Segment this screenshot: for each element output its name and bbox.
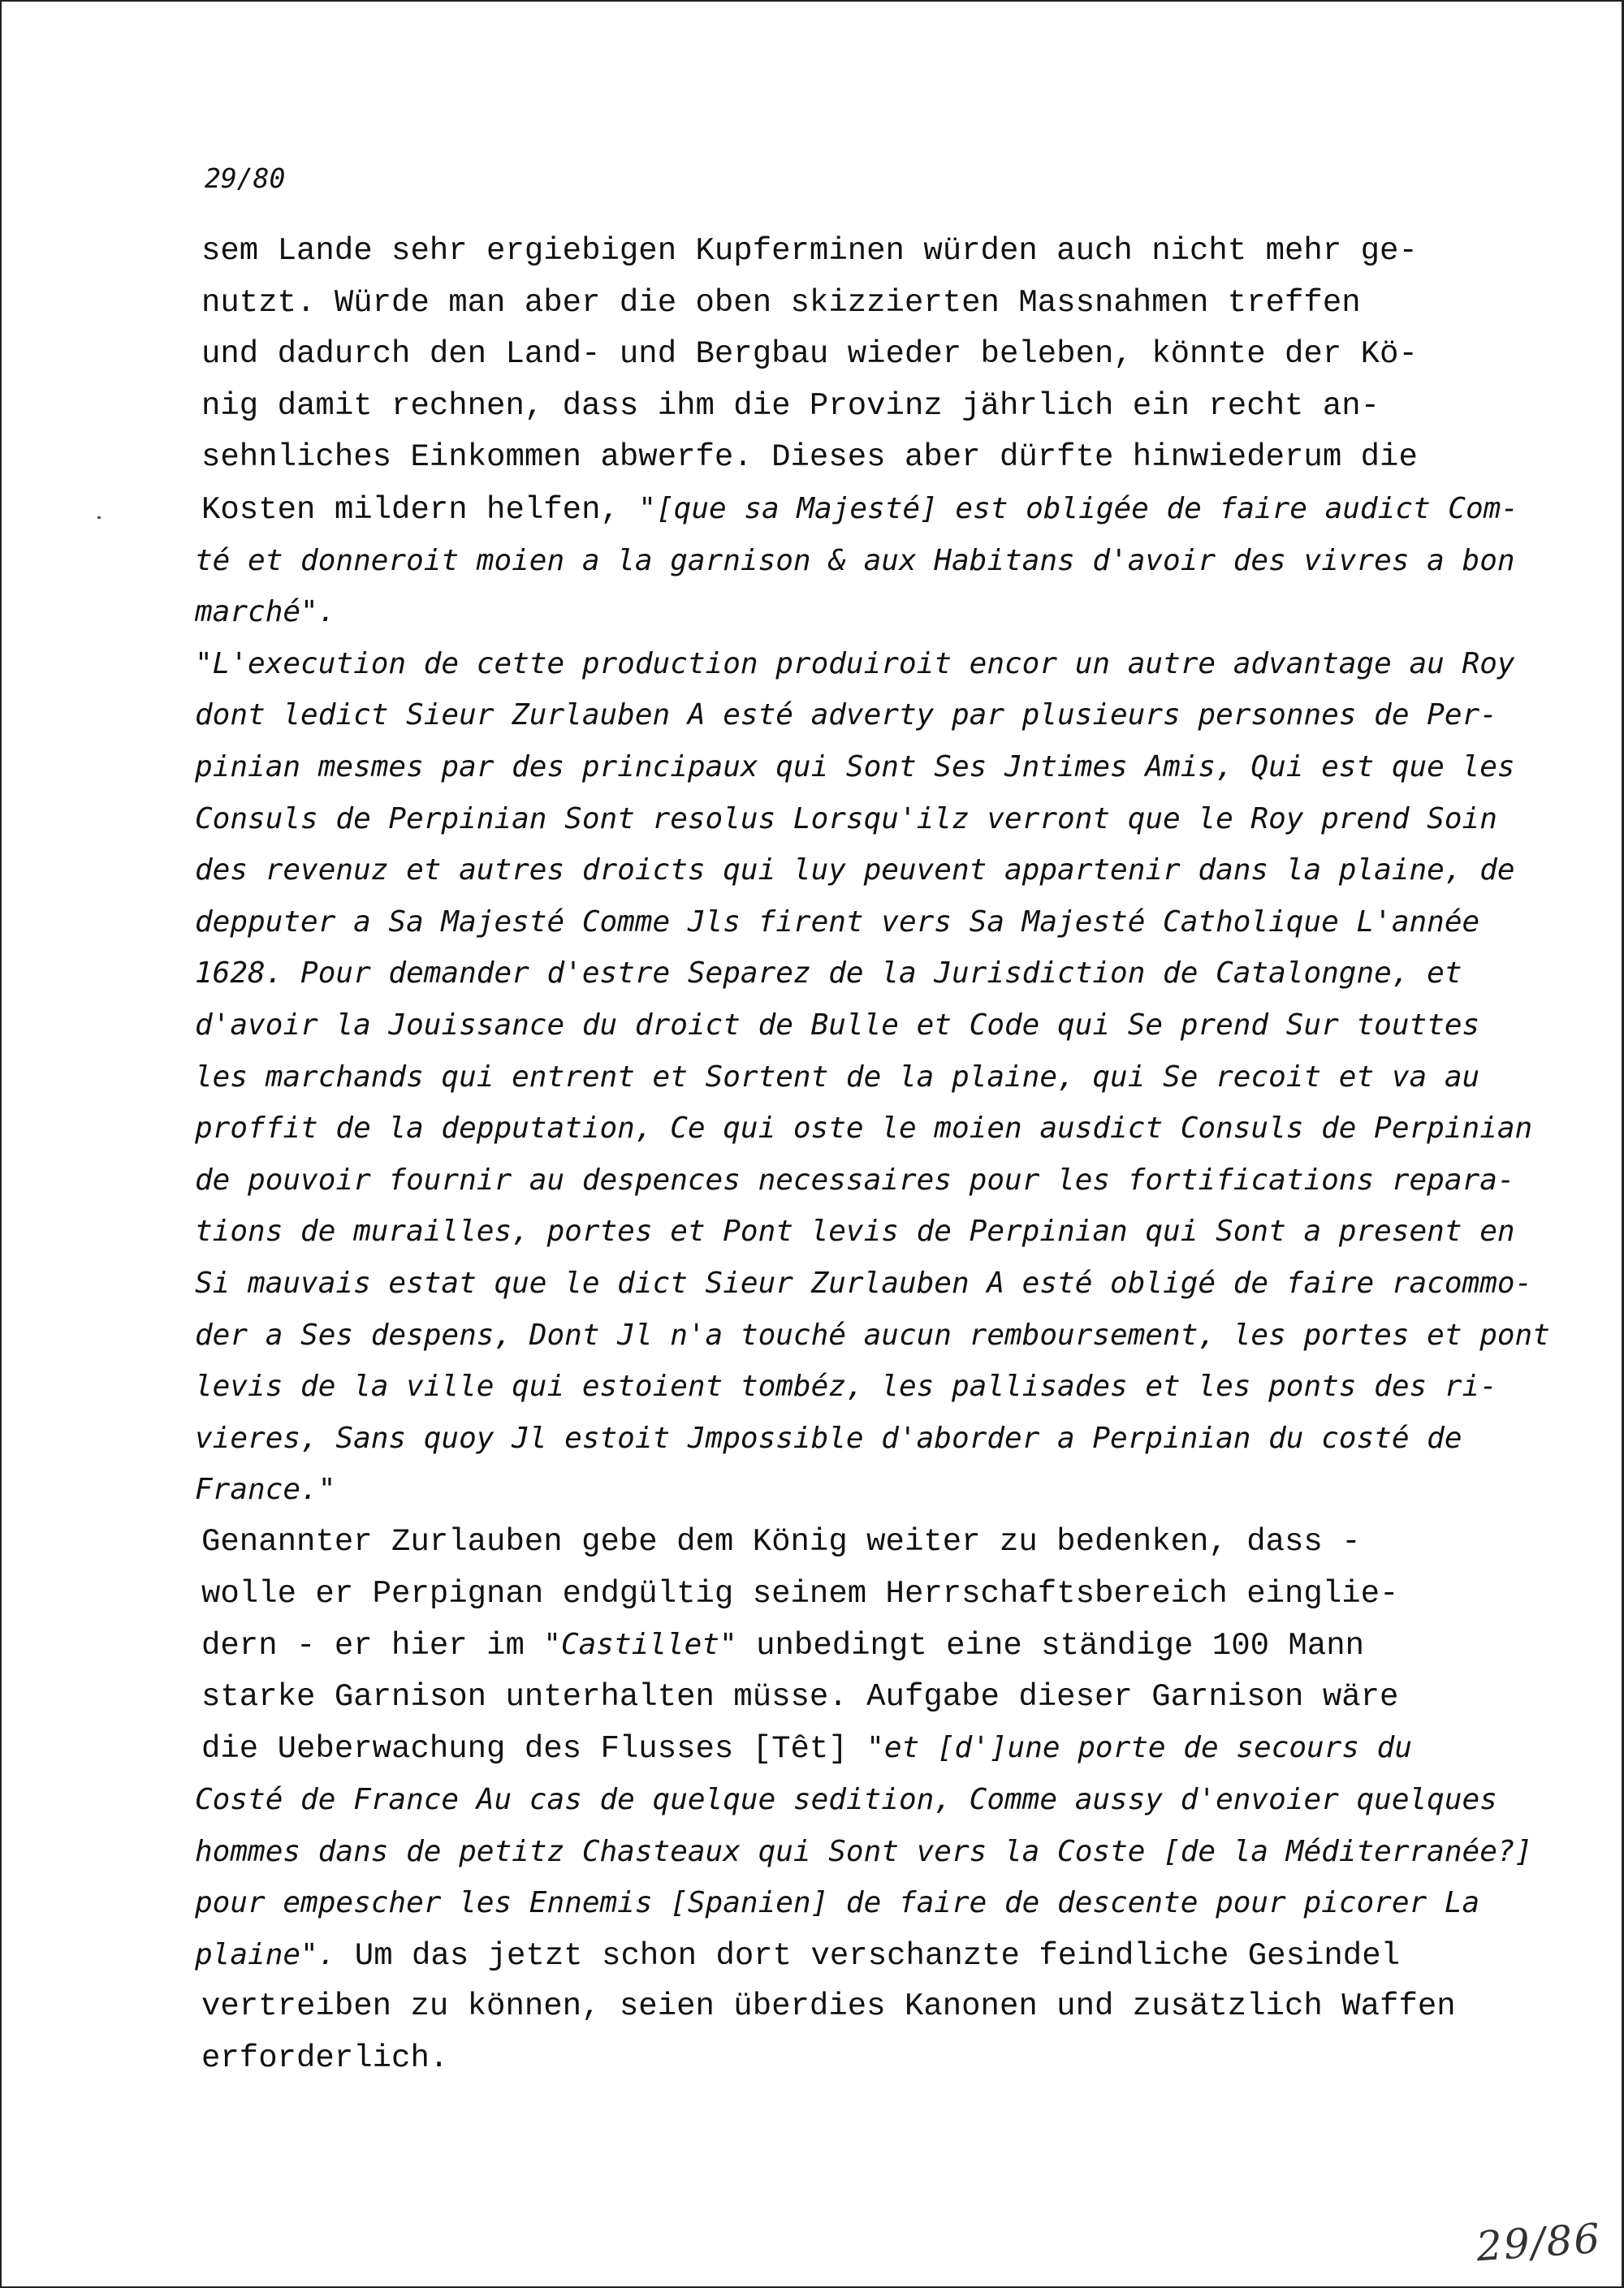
quoted-french-text: pinian mesmes par des principaux qui Sont Ses Jntimes Amis, Qui est que les [195, 750, 1515, 784]
text-line [195, 1367, 1497, 1407]
german-text: Kosten mildern helfen, [201, 492, 639, 528]
german-text: vertreiben zu können, seien überdies Kanonen und zusätzlich Waffen [201, 1988, 1456, 2024]
text-line [195, 1470, 335, 1510]
quoted-french-text: levis de la ville qui estoient tombéz, les pallisades et les ponts des ri- [195, 1370, 1497, 1403]
german-text: starke Garnison unterhalten müsse. Aufgabe dieser Garnison wäre [201, 1679, 1399, 1715]
quoted-french-text: Si mauvais estat que le dict Sieur Zurlauben A esté obligé de faire racommo- [195, 1267, 1533, 1300]
text-line [201, 2039, 448, 2078]
text-line [195, 542, 1515, 581]
text-line [201, 1729, 1412, 1768]
handwritten-folio-number: 29/86 [1475, 2214, 1603, 2271]
quoted-french-text: France." [195, 1473, 336, 1506]
quoted-french-text: pour empescher les Ennemis [Spanien] de faire de descente pour picorer La [195, 1886, 1480, 1919]
german-text: und dadurch den Land- und Bergbau wieder beleben, könnte der Kö- [201, 336, 1418, 372]
german-text: unbedingt eine ständige 100 Mann [736, 1628, 1365, 1664]
german-text: wolle er Perpignan endgültig seinem Herrschaftsbereich einglie- [201, 1576, 1399, 1612]
quoted-french-text: de pouvoir fournir au despences necessaires pour les fortifications repara- [195, 1163, 1515, 1197]
quoted-french-text: hommes dans de petitz Chasteaux qui Sont vers la Coste [de la Méditerranée?] [195, 1835, 1533, 1868]
quoted-french-text: "L'execution de cette production produiroit encor un autre advantage au Roy [195, 647, 1515, 680]
german-text: die Ueberwachung des Flusses [Têt] [201, 1731, 867, 1767]
scan-border-top [0, 0, 1624, 2]
quoted-french-text: "[que sa Majesté] est obligée de faire audict Com- [638, 492, 1518, 525]
text-line [195, 1161, 1515, 1201]
quoted-french-text: té et donneroit moien a la garnison & aux Habitans d'avoir des vivres a bon [195, 544, 1515, 577]
text-line [201, 438, 1418, 477]
quoted-french-text: vieres, Sans quoy Jl estoit Jmpossible d'aborder a Perpinian du costé de [195, 1422, 1462, 1455]
text-line [201, 1625, 1364, 1665]
scan-border-left [0, 0, 2, 2288]
text-line [195, 800, 1497, 840]
text-line [195, 696, 1497, 736]
quoted-french-text: depputer a Sa Majesté Comme Jls firent vers Sa Majesté Catholique L'année [195, 905, 1480, 939]
text-line [195, 954, 1462, 994]
quoted-french-text: d'avoir la Jouissance du droict de Bulle et Code qui Se prend Sur touttes [195, 1008, 1480, 1042]
german-text: nig damit rechnen, dass ihm die Provinz jährlich ein recht an- [201, 388, 1380, 424]
text-line [195, 1109, 1532, 1149]
quoted-french-text: Costé de France Au cas de quelque sedition, Comme aussy d'envoier quelques [195, 1783, 1497, 1816]
text-line [195, 1419, 1462, 1459]
text-line [195, 1316, 1550, 1356]
text-line [195, 851, 1515, 891]
text-line [195, 748, 1515, 788]
text-line [201, 1522, 1361, 1561]
text-line [195, 1936, 1400, 1975]
quoted-french-text: "Castillet" [543, 1628, 737, 1661]
quoted-french-text: der a Ses despens, Dont Jl n'a touché aucun remboursement, les portes et pont [195, 1319, 1550, 1352]
text-line [195, 903, 1479, 943]
german-text: sem Lande sehr ergiebigen Kupferminen würden auch nicht mehr ge- [201, 233, 1418, 269]
quoted-french-text: des revenuz et autres droicts qui luy peuvent appartenir dans la plaine, de [195, 853, 1515, 887]
margin-mark [97, 516, 101, 519]
german-text: sehnliches Einkommen abwerfe. Dieses aber dürfte hinwiederum die [201, 439, 1418, 475]
quoted-french-text: "et [d']une porte de secours du [866, 1731, 1413, 1764]
text-line [195, 1781, 1497, 1820]
quoted-french-text: plaine". [195, 1938, 336, 1971]
quoted-french-text: Consuls de Perpinian Sont resolus Lorsqu'ilz verront que le Roy prend Soin [195, 802, 1497, 835]
german-text: Um das jetzt schon dort verschanzte feindliche Gesindel [335, 1938, 1401, 1974]
quoted-french-text: tions de murailles, portes et Pont levis de Perpinian qui Sont a present en [195, 1215, 1515, 1248]
text-line [195, 593, 335, 632]
quoted-french-text: proffit de la depputation, Ce qui oste le moien ausdict Consuls de Perpinian [195, 1112, 1533, 1145]
text-line [201, 490, 1518, 529]
german-text: erforderlich. [201, 2040, 449, 2076]
quoted-french-text: 1628. Pour demander d'estre Separez de la Jurisdiction de Catalongne, et [195, 956, 1462, 990]
text-line [195, 1058, 1479, 1098]
text-line [195, 1264, 1532, 1304]
text-line [201, 283, 1361, 322]
text-line [201, 1677, 1398, 1716]
text-line [201, 1987, 1456, 2026]
text-line [201, 386, 1380, 425]
page-number: 29/80 [205, 162, 286, 194]
text-line [195, 1833, 1532, 1872]
quoted-french-text: dont ledict Sieur Zurlauben A esté adverty par plusieurs personnes de Per- [195, 698, 1497, 732]
text-line [195, 1884, 1479, 1923]
text-line [201, 231, 1418, 270]
text-line [201, 1574, 1398, 1613]
german-text: Genannter Zurlauben gebe dem König weiter zu bedenken, dass - [201, 1524, 1361, 1560]
text-line [201, 335, 1418, 373]
german-text: dern - er hier im [201, 1628, 544, 1664]
text-line [195, 1006, 1479, 1046]
german-text: nutzt. Würde man aber die oben skizzierten Massnahmen treffen [201, 285, 1361, 321]
quoted-french-text: marché". [195, 595, 336, 628]
quoted-french-text: les marchands qui entrent et Sortent de la plaine, qui Se recoit et va au [195, 1060, 1480, 1094]
text-line [195, 645, 1515, 684]
text-line [195, 1212, 1515, 1252]
